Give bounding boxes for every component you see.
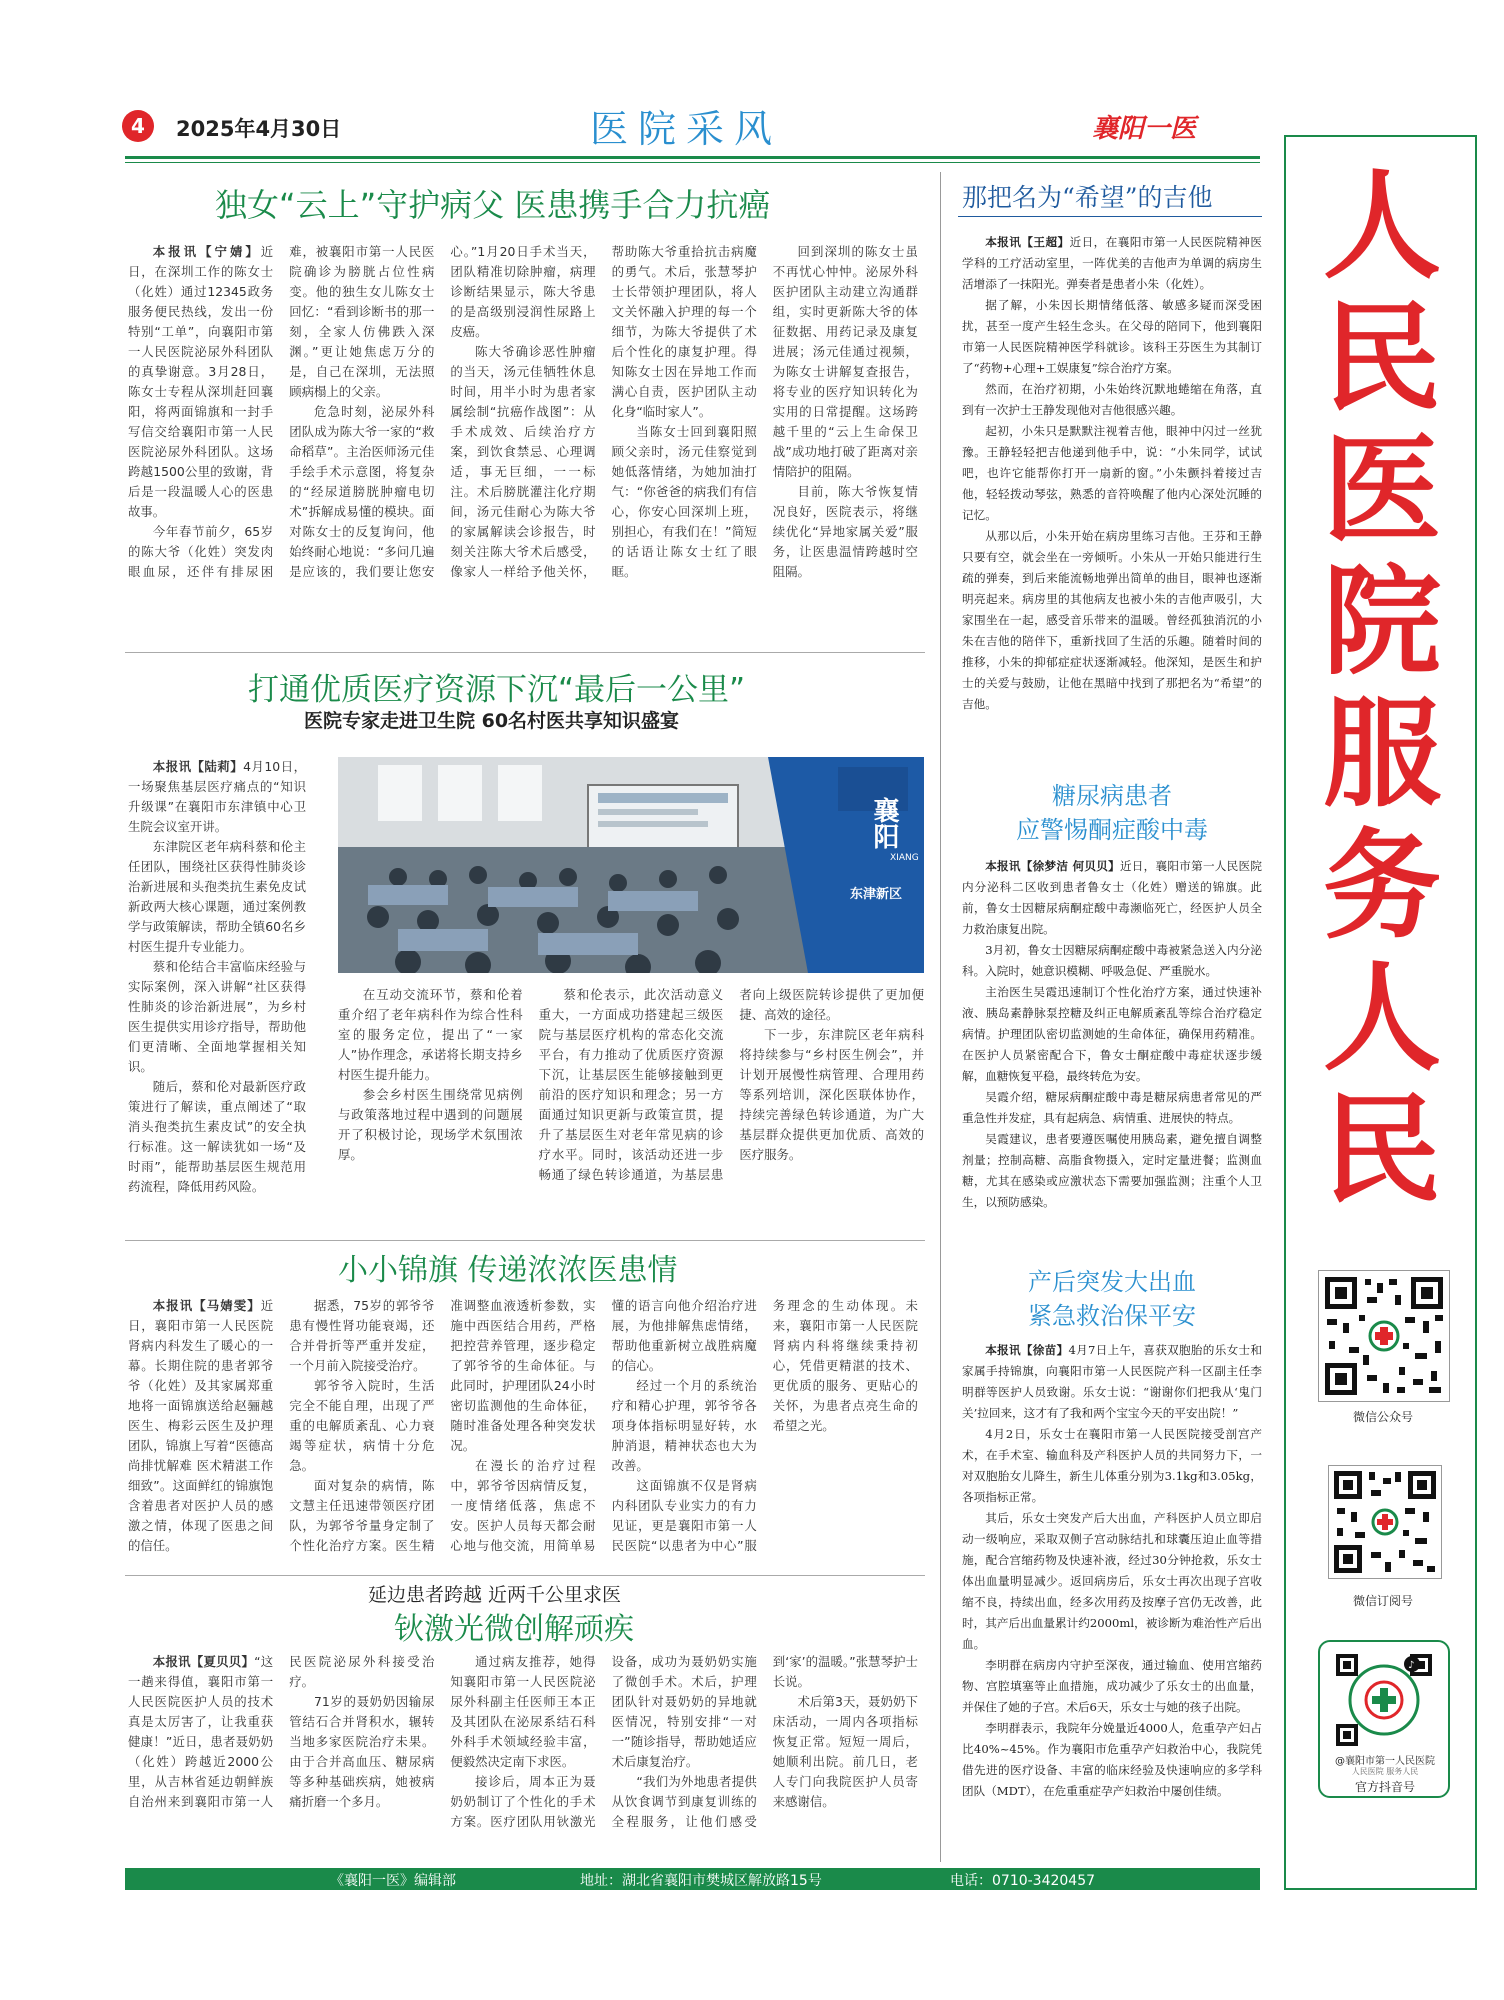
article2-paragraph: 参会乡村医生围绕常见病例与政策落地过程中遇到的问题展开了积极讨论，现场学术氛围浓厚。 [338,1087,523,1162]
article2-paragraph: 下一步，东津院区老年病科将持续参与“乡村医生例会”，并计划开展慢性病管理、合理用药等系列培训，深化医联体协作，持续完善绿色转诊通道，为广大基层群众提供更加优质、高效的医疗服务。 [739,1027,924,1162]
article4-paragraph: “我们为外地患者提供从饮食调节到康复训练的全程服务，让他们感受到‘家’的温暖。”张慧琴护士长说。 [611,1654,918,1829]
side2-byline: 本报讯【徐梦洁 何贝贝】 [985,859,1120,873]
qr-label-official: 微信公众号 [1352,1410,1413,1424]
footer-address: 地址：湖北省襄阳市樊城区解放路15号 [580,1873,822,1889]
masthead-logo: 襄阳一医 [1092,114,1197,144]
article2-paragraph: 蔡和伦表示，此次活动意义重大，一方面成功搭建起三级医院与基层医疗机构的常态化交流平台，有力推动了优质医疗资源下沉，让基层医生能够接触到更前沿的医疗知识和理念；另一方面通过知识更新与政策宣贯，提升了基层医生对老年常见病的诊疗水平。同时，该活动还进一步畅通了绿色转诊通道，为基层患者向上级医院转诊提供了更加便捷、高效的途径。 [538,987,924,1182]
qr-wechat-official[interactable] [1318,1270,1450,1402]
article-divider [125,1575,925,1576]
section-title: 医院采风 [590,107,783,151]
side3-title-line1: 产后突发大出血 [1028,1268,1196,1296]
side3-paragraph: 其后，乐女士突发产后大出血，产科医护人员立即启动一级响应，采取双侧子宫动脉结扎和球囊压迫止血等措施，配合宫缩药物及快速补液，经过30分钟抢救，乐女士体出血量明显减少。返回病房后，乐女士再次出现子宫收缩不良，持续出血，经多次用药及按摩子宫仍无改善，此时，其产后出血量累计约2000ml，被诊断为难治性产后出血。 [962,1511,1262,1651]
article4-paragraph: 71岁的聂奶奶因输尿管结石合并肾积水，辗转当地多家医院治疗未果。由于合并高血压、糖尿病等多种基础疾病，她被病痛折磨一个多月。 [289,1694,435,1809]
article1-paragraph: 目前，陈大爷恢复情况良好，医院表示，将继续优化“异地家属关爱”服务，让医患温情跨越时空阻隔。 [772,484,918,579]
article4-paragraph: 通过病友推荐，她得知襄阳市第一人民医院泌尿外科副主任医师王本正及其团队在泌尿系结石科外科手术领域经验丰富，便毅然决定南下求医。 [450,1654,596,1769]
article2-paragraph: 在互动交流环节，蔡和伦着重介绍了老年病科作为综合性科室的服务定位，提出了“一家人”协作理念，承诺将长期支持乡村医生提升能力。 [338,987,523,1082]
article2-subtitle: 医院专家走进卫生院 60名村医共享知识盛宴 [304,710,680,732]
page-number: 4 [131,114,145,138]
article2-photo [338,757,924,973]
article-divider [125,1240,925,1241]
douyin-qr-icon [1332,1650,1436,1750]
article3-paragraph: 在漫长的治疗过程中，郭爷爷因病情反复，一度情绪低落，焦虑不安。医护人员每天都会耐心地与他交流，用简单易懂的语言向他介绍治疗进展，为他排解焦虑情绪，帮助他重新树立战胜病魔的信心。 [450,1298,757,1553]
article1-body: 本报讯【宁婧】近日，在深圳工作的陈女士（化姓）通过12345政务服务便民热线，发出一份特别“工单”，向襄阳市第一人民医院泌尿外科团队的真挚谢意。3月28日，陈女士专程从深圳赶回襄阳，将两面锦旗和一封手写信交给襄阳市第一人民医院泌尿外科团队。这场跨越1500公里的致谢，背后是一段温暖人心的医患故事。 今年春节前夕，65岁的陈大爷（化姓）突发肉眼血尿，还伴有排尿困难，被襄阳市第一人民医院确诊为膀胱占位性病变。他的独生女儿陈女士回忆：“看到诊断书的那一刻，全家人仿佛跌入深渊。”更让她焦虑万分的是，自己在深圳，无法照顾病榻上的父亲。 危急时刻，泌尿外科团队成为陈大爷一家的“救命稻草”。主治医师汤元佳手绘手术示意图，将复杂的“经尿道膀胱肿瘤电切术”拆解成易懂的模块。面对陈女士的反复询问，他始终耐心地说：“多问几遍是应该的，我们要让您安心。”1月20日手术当天，团队精准切除肿瘤，病理诊断结果显示，陈大爷患的是高级别浸润性尿路上皮癌。 陈大爷确诊恶性肿瘤的当天，汤元佳牺牲休息时间，用半小时为患者家属绘制“抗癌作战图”：从手术成效、后续治疗方案，到饮食禁忌、心理调适，事无巨细，一一标注。术后膀胱灌注化疗期间，汤元佳耐心为陈大爷的家属解读会诊报告，时刻关注陈大爷术后感受，像家人一样给予他关怀，帮助陈大爷重拾抗击病魔的勇气。术后，张慧琴护士长带领护理团队，将人文关怀融入护理的每一个细节，为陈大爷提供了术后个性化的康复护理。得知陈女士因在异地工作而满心自责，医护团队主动化身“临时家人”。 当陈女士回到襄阳照顾父亲时，汤元佳察觉到她低落情绪，为她加油打气：“你爸爸的病我们有信心，你安心回深圳上班，别担心，有我们在！”简短的话语让陈女士红了眼眶。 回到深圳的陈女士虽不再忧心忡忡。泌尿外科医护团队主动建立沟通群组，实时更新陈大爷的体征数据、用药记录及康复进展；汤元佳通过视频，为陈女士讲解复查报告，将专业的医疗知识转化为实用的日常提醒。这场跨越千里的“云上生命保卫战”成功地打破了距离对亲情陪护的阻隔。 目前，陈大爷恢复情况良好，医院表示，将继续优化“异地家属关爱”服务，让医患温情跨越时空阻隔。 [128,242,918,642]
side3-body: 本报讯【徐苗】4月7日上午，喜获双胞胎的乐女士和家属手持锦旗，向襄阳市第一人民医院产科一区副主任李明群等医护人员致谢。乐女士说：“谢谢你们把我从‘鬼门关’拉回来，这才有了我和两个宝宝今天的平安出院！” 4月2日，乐女士在襄阳市第一人民医院接受剖宫产术，在手术室、输血科及产科医护人员的共同努力下，一对双胞胎女儿降生，新生儿体重分别为3.1kg和3.05kg，各项指标正常。 其后，乐女士突发产后大出血，产科医护人员立即启动一级响应，采取双侧子宫动脉结扎和球囊压迫止血等措施，配合宫缩药物及快速补液，经过30分钟抢救，乐女士体出血量明显减少。返回病房后，乐女士再次出现子宫收缩不良，持续出血，经多次用药及按摩子宫仍无改善，此时，其产后出血量累计约2000ml，被诊断为难治性产后出血。 李明群在病房内守护至深夜，通过输血、使用宫缩药物、宫腔填塞等止血措施，成功减少了乐女士的出血量，并保住了她的子宫。术后6天，乐女士与她的孩子出院。 李明群表示，我院年分娩量近4000人，危重孕产妇占比40%~45%。作为襄阳市危重孕产妇救治中心，我院凭借先进的医疗设备、丰富的临床经验及快速响应的多学科团队（MDT），在危重重症孕产妇救治中屡创佳绩。 [962,1340,1262,1860]
article2-body-left: 本报讯【陆莉】4月10日，一场聚焦基层医疗痛点的“知识升级课”在襄阳市东津镇中心卫生院会议室开讲。 东津院区老年病科蔡和伦主任团队，围绕社区获得性肺炎诊治新进展和头孢类抗生素免皮试新政两大核心课题，通过案例教学与政策解读，帮助全镇60名乡村医生提升专业能力。 蔡和伦结合丰富临床经验与实际案例，深入讲解“社区获得性肺炎的诊治新进展”，为乡村医生提供实用诊疗指导，帮助他们更清晰、全面地掌握相关知识。 随后，蔡和伦对最新医疗政策进行了解读，重点阐述了“取消头孢类抗生素皮试”的安全执行标准。这一解读犹如一场“及时雨”，能帮助基层医生规范用药流程，降低用药风险。 [128,757,306,1232]
side3-paragraph: 4月2日，乐女士在襄阳市第一人民医院接受剖宫产术，在手术室、输血科及产科医护人员的共同努力下，一对双胞胎女儿降生，新生儿体重分别为3.1kg和3.05kg，各项指标正常。 [962,1427,1262,1504]
side3-paragraph: 李明群表示，我院年分娩量近4000人，危重孕产妇占比40%~45%。作为襄阳市危重孕产妇救治中心，我院凭借先进的医疗设备、丰富的临床经验及快速响应的多学科团队（MDT），在危重重症孕产妇救治中屡创佳绩。 [962,1721,1262,1798]
side2-paragraph: 吴霞建议，患者要遵医嘱使用胰岛素，避免擅自调整剂量；控制高糖、高脂食物摄入，定时定量进餐；监测血糖，尤其在感染或应激状态下需要加强监测；注重个人卫生，以预防感染。 [962,1132,1262,1209]
article3-paragraph: 这面锦旗不仅是肾病内科团队专业实力的有力见证，更是襄阳市第一人民医院“以患者为中心”服务理念的生动体现。未来，襄阳市第一人民医院肾病内科将继续秉持初心，凭借更精湛的技术、更优质的服务、更贴心的关怀，为患者点亮生命的希望之光。 [611,1298,918,1553]
article3-paragraph: 面对复杂的病情，陈文慧主任迅速带领医疗团队，为郭爷爷量身定制了个性化治疗方案。医生精准调整血液透析参数，实施中西医结合用药，严格把控营养管理，逐步稳定了郭爷爷的生命体征。与此同时，护理团队24小时密切监测他的生命体征，随时准备处理各种突发状况。 [289,1298,596,1553]
article3-paragraph: 经过一个月的系统治疗和精心护理，郭爷爷各项身体指标明显好转，水肿消退，精神状态也大为改善。 [611,1378,757,1473]
article1-title: 独女“云上”守护病父 医患携手合力抗癌 [215,186,771,224]
side2-title-line2: 应警惕酮症酸中毒 [1016,816,1208,844]
side1-body: 本报讯【王超】近日，在襄阳市第一人民医院精神医学科的工疗活动室里，一阵优美的吉他声为单调的病房生活增添了一抹阳光。弹奏者是患者小朱（化姓）。 据了解，小朱因长期情绪低落、敏感多疑而深受困扰，甚至一度产生轻生念头。在父母的陪同下，他到襄阳市第一人民医院精神医学科就诊。该科王芬医生为其制订了“药物+心理+工娱康复”综合治疗方案。 然而，在治疗初期，小朱始终沉默地蜷缩在角落，直到有一次护士王静发现他对吉他很感兴趣。 起初，小朱只是默默注视着吉他，眼神中闪过一丝犹豫。王静轻轻把吉他递到他手中，说：“小朱同学，试试吧，也许它能帮你打开一扇新的窗。”小朱颤抖着接过吉他，轻轻拨动琴弦，熟悉的音符唤醒了他内心深处沉睡的记忆。 从那以后，小朱开始在病房里练习吉他。王芬和王静只要有空，就会坐在一旁倾听。小朱从一开始只能进行生疏的弹奏，到后来能流畅地弹出简单的曲目，眼神也逐渐明亮起来。病房里的其他病友也被小朱的吉他声吸引，大家围坐在一起，感受音乐带来的温暖。曾经孤独消沉的小朱在吉他的陪伴下，重新找回了生活的乐趣。随着时间的推移，小朱的抑郁症症状逐渐减轻。他深知，是医生和护士的关爱与鼓励，让他在黑暗中找到了那把名为“希望”的吉他。 [962,232,1262,762]
side1-title: 那把名为“希望”的吉他 [962,183,1213,212]
side1-paragraph: 从那以后，小朱开始在病房里练习吉他。王芬和王静只要有空，就会坐在一旁倾听。小朱从一开始只能进行生疏的弹奏，到后来能流畅地弹出简单的曲目，眼神也逐渐明亮起来。病房里的其他病友也被小朱的吉他声吸引，大家围坐在一起，感受音乐带来的温暖。曾经孤独消沉的小朱在吉他的陪伴下，重新找回了生活的乐趣。随着时间的推移，小朱的抑郁症症状逐渐减轻。他深知，是医生和护士的关爱与鼓励，让他在黑暗中找到了那把名为“希望”的吉他。 [962,529,1262,711]
side3-title-line2: 紧急救治保平安 [1028,1302,1196,1330]
side1-byline: 本报讯【王超】 [985,235,1070,249]
side2-paragraph: 吴霞介绍，糖尿病酮症酸中毒是糖尿病患者常见的严重急性并发症，具有起病急、病情重、进展快的特点。 [962,1090,1262,1125]
article2-title: 打通优质医疗资源下沉“最后一公里” [248,672,746,708]
side3-paragraph: 李明群在病房内守护至深夜，通过输血、使用宫缩药物、宫腔填塞等止血措施，成功减少了乐女士的出血量，并保住了她的子宫。术后6天，乐女士与她的孩子出院。 [962,1658,1262,1714]
qr-label-subscription: 微信订阅号 [1352,1594,1413,1608]
article3-paragraph: 据悉，75岁的郭爷爷患有慢性肾功能衰竭，还合并骨折等严重并发症，一个月前入院接受治疗。 [289,1298,435,1373]
qr-label-douyin: 官方抖音号 [1354,1780,1415,1794]
douyin-account-name: @襄阳市第一人民医院 [1335,1756,1435,1767]
douyin-account-sub: 人民医院 服务人民 [1351,1767,1419,1776]
header-rule [125,156,1260,159]
photo-sign-subtext: XIANG [890,853,919,863]
article4-paragraph: 接诊后，周本正为聂奶奶制订了个性化的手术方案。医疗团队用钬激光设备，成功为聂奶奶实施了微创手术。术后，护理团队针对聂奶奶的异地就医情况，特别安排“一对一”随诊指导，帮助她适应术后康复治疗。 [450,1654,757,1829]
side2-title-line1: 糖尿病患者 [1052,782,1172,810]
side2-body: 本报讯【徐梦洁 何贝贝】近日，襄阳市第一人民医院内分泌科二区收到患者鲁女士（化姓）赠送的锦旗。此前，鲁女士因糖尿病酮症酸中毒濒临死亡，经医护人员全力救治康复出院。 3月初，鲁女士因糖尿病酮症酸中毒被紧急送入内分泌科。入院时，她意识模糊、呼吸急促、严重脱水。 主治医生吴霞迅速制订个性化治疗方案，通过快速补液、胰岛素静脉泵控糖及纠正电解质紊乱等综合治疗稳定病情。护理团队密切监测她的生命体征，确保用药精准。在医护人员紧密配合下，鲁女士酮症酸中毒症状逐步缓解，血糖恢复平稳，最终转危为安。 吴霞介绍，糖尿病酮症酸中毒是糖尿病患者常见的严重急性并发症，具有起病急、病情重、进展快的特点。 吴霞建议，患者要遵医嘱使用胰岛素，避免擅自调整剂量；控制高糖、高脂食物摄入，定时定量进餐；监测血糖，尤其在感染或应激状态下需要加强监测；注重个人卫生，以预防感染。 [962,856,1262,1254]
article4-body: 本报讯【夏贝贝】“这一趟来得值，襄阳市第一人民医院医护人员的技术真是太厉害了，让我重获健康！”近日，患者聂奶奶（化姓）跨越近2000公里，从吉林省延边朝鲜族自治州来到襄阳市第一人民医院泌尿外科接受治疗。 71岁的聂奶奶因输尿管结石合并肾积水，辗转当地多家医院治疗未果。由于合并高血压、糖尿病等多种基础疾病，她被病痛折磨一个多月。 通过病友推荐，她得知襄阳市第一人民医院泌尿外科副主任医师王本正及其团队在泌尿系结石科外科手术领域经验丰富，便毅然决定南下求医。 接诊后，周本正为聂奶奶制订了个性化的手术方案。医疗团队用钬激光设备，成功为聂奶奶实施了微创手术。术后，护理团队针对聂奶奶的异地就医情况，特别安排“一对一”随诊指导，帮助她适应术后康复治疗。 “我们为外地患者提供从饮食调节到康复训练的全程服务，让他们感受到‘家’的温暖。”张慧琴护士长说。 术后第3天，聂奶奶下床活动，一周内各项指标恢复正常。短短一周后，她顺利出院。前几日，老人专门向我院医护人员寄来感谢信。 [128,1652,918,1857]
side1-paragraph: 起初，小朱只是默默注视着吉他，眼神中闪过一丝犹豫。王静轻轻把吉他递到他手中，说：“小朱同学，试试吧，也许它能帮你打开一扇新的窗。”小朱颤抖着接过吉他，轻轻拨动琴弦，熟悉的音符唤醒了他内心深处沉睡的记忆。 [962,424,1262,522]
article1-paragraph: 今年春节前夕，65岁的陈大爷（化姓）突发肉眼血尿，还伴有排尿困难，被襄阳市第一人民医院确诊为膀胱占位性病变。他的独生女儿陈女士回忆：“看到诊断书的那一刻，全家人仿佛跌入深渊。”更让她焦虑万分的是，自己在深圳，无法照顾病榻上的父亲。 [128,244,435,579]
article2-paragraph: 东津院区老年病科蔡和伦主任团队，围绕社区获得性肺炎诊治新进展和头孢类抗生素免皮试新政两大核心课题，通过案例教学与政策解读，帮助全镇60名乡村医生提升专业能力。 [128,839,306,954]
side1-title-rule [958,216,1262,217]
article4-byline: 本报讯【夏贝贝】 [152,1654,255,1669]
article1-paragraph: 危急时刻，泌尿外科团队成为陈大爷一家的“救命稻草”。主治医师汤元佳手绘手术示意图，将复杂的“经尿道膀胱肿瘤电切术”拆解成易懂的模块。面对陈女士的反复询问，他始终耐心地说：“多问几遍是应该的，我们要让您安心。”1月20日手术当天，团队精准切除肿瘤，病理诊断结果显示，陈大爷患的是高级别浸润性尿路上皮癌。 [289,244,596,579]
article3-paragraph: 郭爷爷入院时，生活完全不能自理，出现了严重的电解质紊乱、心力衰竭等症状，病情十分危急。 [289,1378,435,1473]
slogan-text: 人民医院 服务人民 [1322,156,1441,1219]
article3-body: 本报讯【马婧雯】近日，襄阳市第一人民医院肾病内科发生了暖心的一幕。长期住院的患者郭爷爷（化姓）及其家属郑重地将一面锦旗送给赵骊越医生、梅彩云医生及护理团队，锦旗上写着“医德高尚排忧解难 医术精湛工作细致”。这面鲜红的锦旗饱含着患者对医护人员的感激之情，体现了医患之间的信任。 据悉，75岁的郭爷爷患有慢性肾功能衰竭，还合并骨折等严重并发症，一个月前入院接受治疗。 郭爷爷入院时，生活完全不能自理，出现了严重的电解质紊乱、心力衰竭等症状，病情十分危急。 面对复杂的病情，陈文慧主任迅速带领医疗团队，为郭爷爷量身定制了个性化治疗方案。医生精准调整血液透析参数，实施中西医结合用药，严格把控营养管理，逐步稳定了郭爷爷的生命体征。与此同时，护理团队24小时密切监测他的生命体征，随时准备处理各种突发状况。 在漫长的治疗过程中，郭爷爷因病情反复，一度情绪低落，焦虑不安。医护人员每天都会耐心地与他交流，用简单易懂的语言向他介绍治疗进展，为他排解焦虑情绪，帮助他重新树立战胜病魔的信心。 经过一个月的系统治疗和精心护理，郭爷爷各项身体指标明显好转，水肿消退，精神状态也大为改善。 这面锦旗不仅是肾病内科团队专业实力的有力见证，更是襄阳市第一人民医院“以患者为中心”服务理念的生动体现。未来，襄阳市第一人民医院肾病内科将继续秉持初心，凭借更精湛的技术、更优质的服务、更贴心的关怀，为患者点亮生命的希望之光。 [128,1296,918,1576]
column-divider [940,172,941,1862]
svg-text:♪: ♪ [1408,1660,1415,1671]
article2-byline: 本报讯【陆莉】 [152,759,244,774]
douyin-card[interactable] [1318,1640,1450,1798]
article4-paragraph: 术后第3天，聂奶奶下床活动，一周内各项指标恢复正常。短短一周后，她顺利出院。前几日，老人专门向我院医护人员寄来感谢信。 [772,1694,918,1809]
side1-paragraph: 然而，在治疗初期，小朱始终沉默地蜷缩在角落，直到有一次护士王静发现他对吉他很感兴趣。 [962,382,1262,417]
article1-byline: 本报讯【宁婧】 [152,244,261,259]
side3-byline: 本报讯【徐苗】 [985,1343,1069,1357]
photo-sign-text: 襄阳 [869,797,899,849]
footer-editor: 《襄阳一医》编辑部 [330,1873,456,1889]
side2-paragraph: 3月初，鲁女士因糖尿病酮症酸中毒被紧急送入内分泌科。入院时，她意识模糊、呼吸急促、严重脱水。 [962,943,1262,978]
side1-paragraph: 据了解，小朱因长期情绪低落、敏感多疑而深受困扰，甚至一度产生轻生念头。在父母的陪同下，他到襄阳市第一人民医院精神医学科就诊。该科王芬医生为其制订了“药物+心理+工娱康复”综合治疗方案。 [962,298,1262,375]
article2-paragraph: 蔡和伦结合丰富临床经验与实际案例，深入讲解“社区获得性肺炎的诊治新进展”，为乡村医生提供实用诊疗指导，帮助他们更清晰、全面地掌握相关知识。 [128,959,306,1074]
article1-paragraph: 回到深圳的陈女士虽不再忧心忡忡。泌尿外科医护团队主动建立沟通群组，实时更新陈大爷的体征数据、用药记录及康复进展；汤元佳通过视频，为陈女士讲解复查报告，将专业的医疗知识转化为实用的日常提醒。这场跨越千里的“云上生命保卫战”成功地打破了距离对亲情陪护的阻隔。 [772,244,918,479]
photo-banner-text: 东津新区 [850,887,903,902]
header-rule-thin [125,162,1260,163]
article-divider [125,652,925,653]
footer-phone: 电话：0710-3420457 [950,1873,1096,1889]
article1-paragraph: 陈大爷确诊恶性肿瘤的当天，汤元佳牺牲休息时间，用半小时为患者家属绘制“抗癌作战图”：从手术成效、后续治疗方案，到饮食禁忌、心理调适，事无巨细，一一标注。术后膀胱灌注化疗期间，汤元佳耐心为陈大爷的家属解读会诊报告，时刻关注陈大爷术后感受，像家人一样给予他关怀，帮助陈大爷重拾抗击病魔的勇气。术后，张慧琴护士长带领护理团队，将人文关怀融入护理的每一个细节，为陈大爷提供了术后个性化的康复护理。得知陈女士因在异地工作而满心自责，医护团队主动化身“临时家人”。 [450,244,757,579]
issue-date: 2025年4月30日 [176,117,342,141]
article1-paragraph: 当陈女士回到襄阳照顾父亲时，汤元佳察觉到她低落情绪，为她加油打气：“你爸爸的病我们有信心，你安心回深圳上班，别担心，有我们在！”简短的话语让陈女士红了眼眶。 [611,424,757,579]
article2-paragraph: 随后，蔡和伦对最新医疗政策进行了解读，重点阐述了“取消头孢类抗生素皮试”的安全执行标准。这一解读犹如一场“及时雨”，能帮助基层医生规范用药流程，降低用药风险。 [128,1079,306,1194]
qr-wechat-subscription[interactable] [1328,1465,1442,1579]
article3-title: 小小锦旗 传递浓浓医患情 [338,1253,678,1288]
article3-byline: 本报讯【马婧雯】 [152,1298,261,1313]
article2-body-right [338,985,924,1233]
side2-paragraph: 主治医生吴霞迅速制订个性化治疗方案，通过快速补液、胰岛素静脉泵控糖及纠正电解质紊乱等综合治疗稳定病情。护理团队密切监测她的生命体征，确保用药精准。在医护人员紧密配合下，鲁女士酮症酸中毒症状逐步缓解，血糖恢复平稳，最终转危为安。 [962,985,1262,1083]
article4-kicker: 延边患者跨越 近两千公里求医 [368,1584,622,1606]
article4-title: 钬激光微创解顽疾 [394,1612,634,1647]
